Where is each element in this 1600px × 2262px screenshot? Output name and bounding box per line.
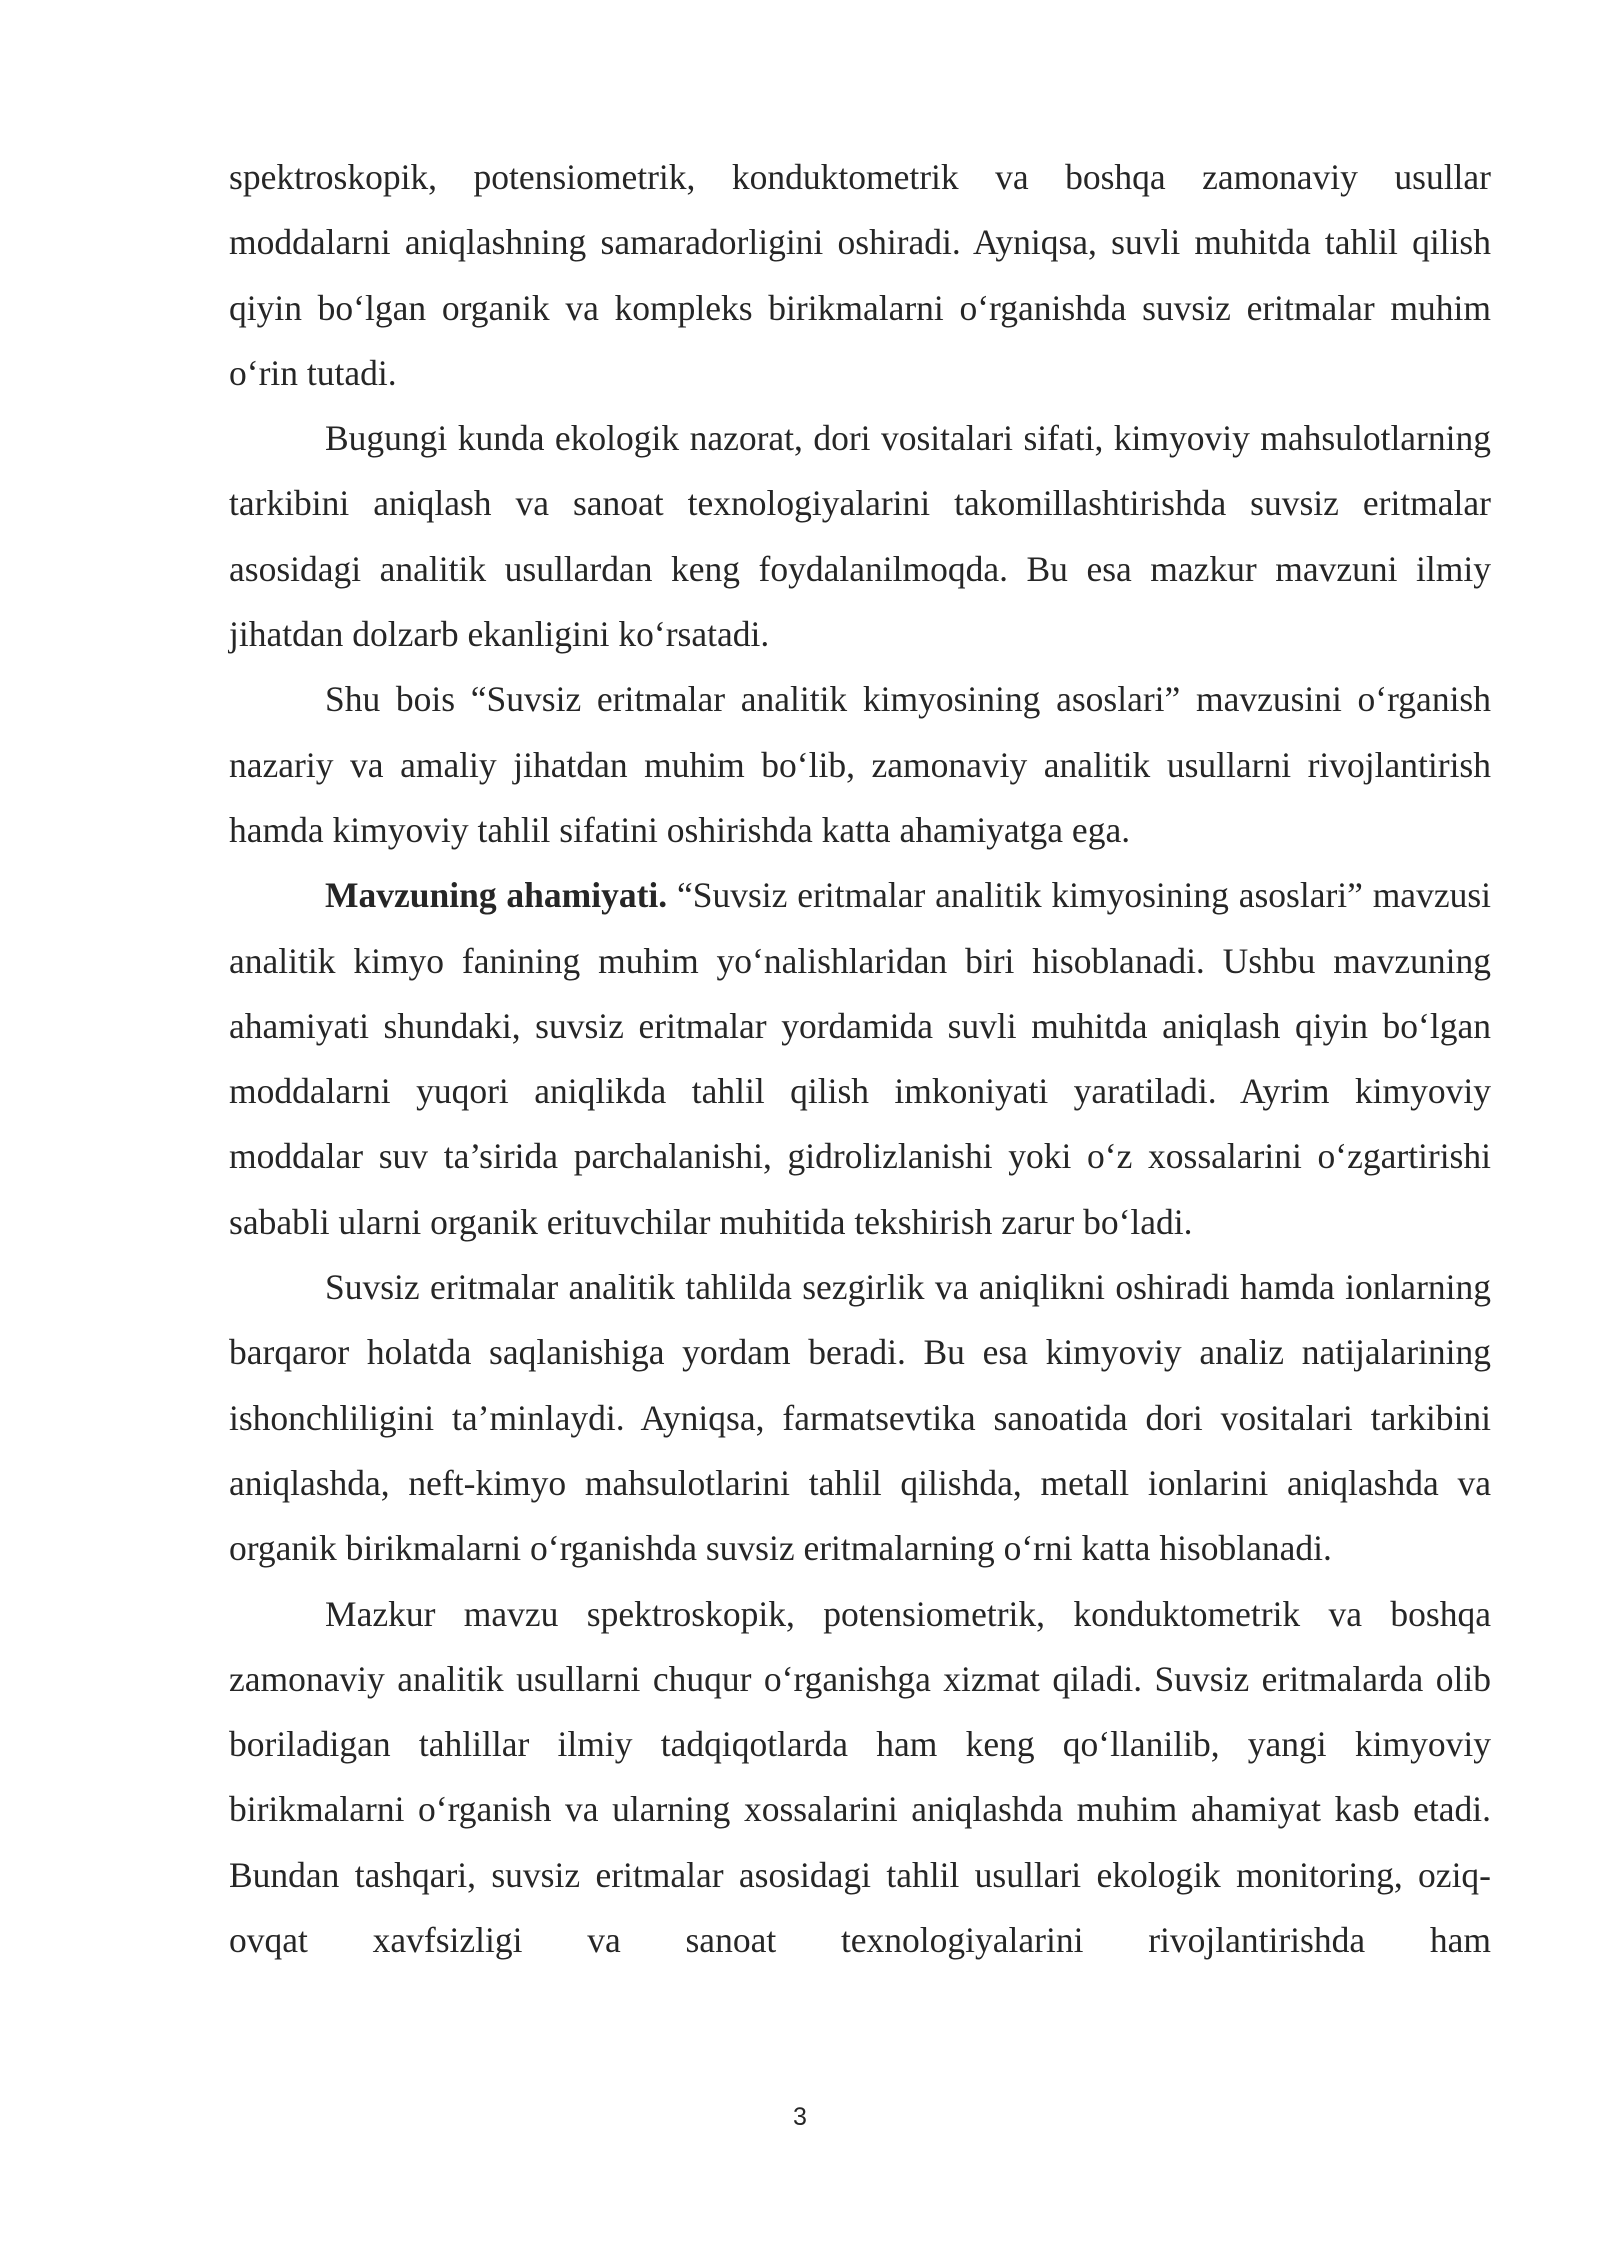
paragraph-5: Suvsiz eritmalar analitik tahlilda sezgirlik va aniqlikni oshiradi hamda ionlarning barqaror holatda saqlanishiga yordam beradi. Bu esa kimyoviy analiz natijalarining ishonchliligini ta’minlaydi. Ayniqsa, farmatsevtika sanoatida dori vositalari tarkibini aniqlashda, neft-kimyo mahsulotlarini tahlil qilishda, metall ionlarini aniqlashda va organik birikmalarni oʻrganishda suvsiz eritmalarning oʻrni katta hisoblanadi. xyxy=(229,1267,1491,1569)
page-number: 3 xyxy=(793,2103,807,2131)
paragraph-2: Bugungi kunda ekologik nazorat, dori vositalari sifati, kimyoviy mahsulotlarning tarkibini aniqlash va sanoat texnologiyalarini takomillashtirishda suvsiz eritmalar asosidagi analitik usullardan keng foydalanilmoqda. Bu esa mazkur mavzuni ilmiy jihatdan dolzarb ekanligini koʻrsatadi. xyxy=(229,418,1491,655)
body-text xyxy=(229,145,1491,1973)
paragraph-6: Mazkur mavzu spektroskopik, potensiometrik, konduktometrik va boshqa zamonaviy analitik usullarni chuqur oʻrganishga xizmat qiladi. Suvsiz eritmalarda olib boriladigan tahlillar ilmiy tadqiqotlarda ham keng qoʻllanilib, yangi kimyoviy birikmalarni oʻrganish va ularning xossalarini aniqlashda muhim ahamiyat kasb etadi. Bundan tashqari, suvsiz eritmalar asosidagi tahlil usullari ekologik monitoring, oziq-ovqat xavfsizligi va sanoat texnologiyalarini rivojlantirishda ham xyxy=(229,1593,1491,1961)
paragraph-4-text: “Suvsiz eritmalar analitik kimyosining asoslari” mavzusi analitik kimyo fanining muhim yoʻnalishlaridan biri hisoblanadi. Ushbu mavzuning ahamiyati shundaki, suvsiz eritmalar yordamida suvli muhitda aniqlash qiyin boʻlgan moddalarni yuqori aniqlikda tahlil qilish imkoniyati yaratiladi. Ayrim kimyoviy moddalar suv ta’sirida parchalanishi, gidrolizlanishi yoki oʻz xossalarini oʻzgartirishi sababli ularni organik erituvchilar muhitida tekshirish zarur boʻladi. xyxy=(229,875,1491,1242)
paragraph-4 xyxy=(229,863,1491,1255)
paragraph-3: Shu bois “Suvsiz eritmalar analitik kimyosining asoslari” mavzusini oʻrganish nazariy va amaliy jihatdan muhim boʻlib, zamonaviy analitik usullarni rivojlantirish hamda kimyoviy tahlil sifatini oshirishda katta ahamiyatga ega. xyxy=(229,679,1491,850)
paragraph-1: spektroskopik, potensiometrik, konduktometrik va boshqa zamonaviy usullar moddalarni aniqlashning samaradorligini oshiradi. Ayniqsa, suvli muhitda tahlil qilish qiyin boʻlgan organik va kompleks birikmalarni oʻrganishda suvsiz eritmalar muhim oʻrin tutadi. xyxy=(229,157,1491,393)
section-heading: Mavzuning ahamiyati. xyxy=(325,875,668,916)
